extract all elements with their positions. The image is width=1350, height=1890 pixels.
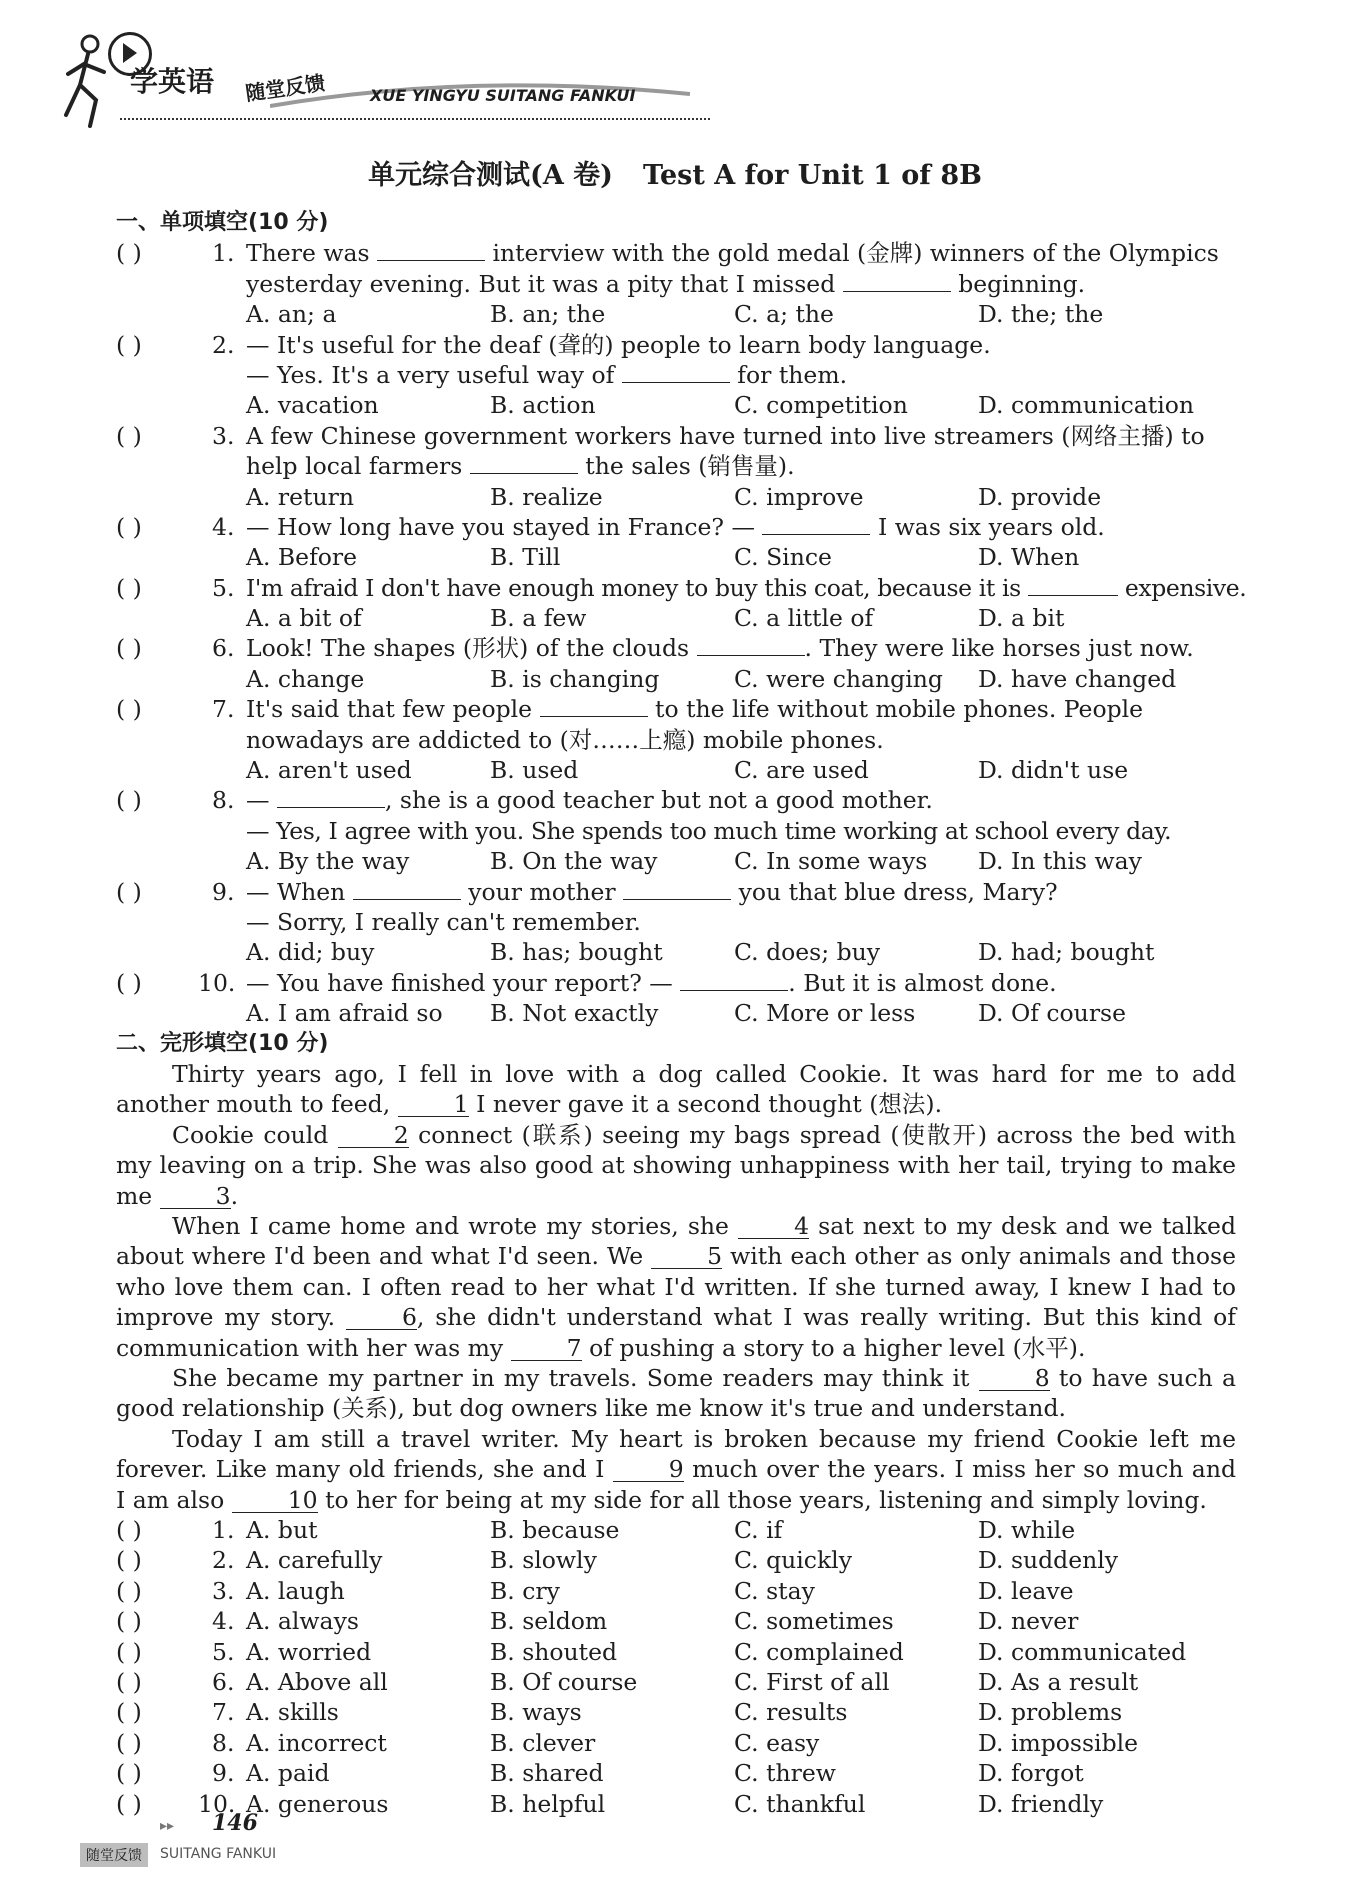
answer-paren[interactable]: ( )	[116, 695, 142, 724]
option-b[interactable]: B. is changing	[490, 664, 660, 693]
option-c[interactable]: C. Since	[734, 543, 832, 572]
blank-line	[762, 516, 870, 535]
answer-paren[interactable]: ( )	[116, 1637, 142, 1666]
option-b[interactable]: B. slowly	[490, 1546, 597, 1575]
option-a[interactable]: A. I am afraid so	[246, 999, 443, 1028]
option-b[interactable]: B. an; the	[490, 300, 606, 329]
option-a[interactable]: A. By the way	[246, 847, 410, 876]
option-c[interactable]: C. a little of	[734, 604, 874, 633]
option-c[interactable]: C. were changing	[734, 664, 943, 693]
option-d[interactable]: D. As a result	[978, 1667, 1139, 1696]
option-b[interactable]: B. cry	[490, 1576, 560, 1605]
cloze-choice-row	[116, 1667, 1236, 1697]
cloze-paragraph-4	[116, 1363, 1236, 1424]
question-number: 3.	[212, 1576, 235, 1605]
question-stem: , she is a good teacher but not a good mother.	[384, 786, 933, 815]
cloze-blank-8: 8	[979, 1366, 1050, 1391]
option-a[interactable]: A. carefully	[246, 1546, 383, 1575]
question-number: 4.	[212, 512, 235, 541]
question-number: 8.	[212, 1728, 235, 1757]
question-stem: help local farmers	[246, 452, 470, 481]
answer-paren[interactable]: ( )	[116, 634, 142, 663]
option-b[interactable]: B. seldom	[490, 1607, 608, 1636]
question-stem: — You have finished your report? —	[246, 968, 681, 997]
option-d[interactable]: D. impossible	[978, 1728, 1139, 1757]
options-row	[116, 937, 1236, 967]
answer-paren[interactable]: ( )	[116, 1667, 142, 1696]
question-stem: — Yes, I agree with you. She spends too much time working at school every day.	[246, 816, 1172, 845]
question-stem: — How long have you stayed in France? —	[246, 512, 763, 541]
option-c[interactable]: C. First of all	[734, 1667, 890, 1696]
cloze-paragraph-2	[116, 1120, 1236, 1211]
answer-paren[interactable]: ( )	[116, 1789, 142, 1818]
option-b[interactable]: B. has; bought	[490, 938, 663, 967]
question-4	[116, 512, 1236, 542]
options-row	[116, 603, 1236, 633]
option-b[interactable]: B. Till	[490, 543, 561, 572]
option-a[interactable]: A. always	[246, 1607, 359, 1636]
options-row	[116, 482, 1236, 512]
option-c[interactable]: C. threw	[734, 1759, 836, 1788]
question-2	[116, 330, 1236, 360]
cloze-choices	[116, 1515, 1236, 1819]
title-cn: 单元综合测试(A 卷)	[368, 160, 613, 191]
passage-text: with each other as only animals and those who love them can. I often read to her what I'd written. If she turned away, I knew I had to improve my story.	[116, 1242, 1236, 1332]
option-a[interactable]: A. return	[246, 482, 354, 511]
blank-line	[697, 637, 805, 656]
option-a[interactable]: A. but	[246, 1516, 318, 1545]
option-c[interactable]: C. quickly	[734, 1546, 852, 1575]
section2-heading: 二、完形填空(10 分)	[116, 1030, 329, 1056]
option-a[interactable]: A. change	[246, 664, 365, 693]
answer-paren[interactable]: ( )	[116, 1576, 142, 1605]
question-stem: A few Chinese government workers have turned into live streamers (网络主播) to	[246, 421, 1205, 450]
question-8	[116, 785, 1236, 815]
option-a[interactable]: A. Before	[246, 543, 358, 572]
question-number: 1.	[212, 239, 235, 268]
option-d[interactable]: D. a bit	[978, 604, 1065, 633]
cloze-paragraph-3	[116, 1211, 1236, 1363]
options-row	[116, 390, 1236, 420]
cloze-choice-row	[116, 1576, 1236, 1606]
question-number: 10.	[198, 1789, 236, 1818]
question-1	[116, 238, 1236, 268]
question-stem: It's said that few people	[246, 695, 540, 724]
page-header	[60, 20, 660, 125]
option-b[interactable]: B. On the way	[490, 847, 658, 876]
option-c[interactable]: C. a; the	[734, 300, 834, 329]
cloze-choice-row	[116, 1697, 1236, 1727]
question-number: 2.	[212, 1546, 235, 1575]
option-d[interactable]: D. while	[978, 1516, 1076, 1545]
question-number: 9.	[212, 877, 235, 906]
question-number: 8.	[212, 786, 235, 815]
option-a[interactable]: A. vacation	[246, 391, 379, 420]
answer-paren[interactable]: ( )	[116, 573, 142, 602]
answer-paren[interactable]: ( )	[116, 1698, 142, 1727]
option-d[interactable]: D. communication	[978, 391, 1195, 420]
option-c[interactable]: C. More or less	[734, 999, 916, 1028]
section1-heading: 一、单项填空(10 分)	[116, 210, 329, 235]
option-c[interactable]: C. easy	[734, 1728, 820, 1757]
cloze-blank-10: 10	[232, 1488, 318, 1513]
cloze-choice-row	[116, 1758, 1236, 1788]
option-a[interactable]: A. laugh	[246, 1576, 345, 1605]
question-stem: nowadays are addicted to (对……上瘾) mobile phones.	[246, 725, 884, 754]
footer-pinyin: SUITANG FANKUI	[160, 1846, 277, 1862]
answer-paren[interactable]: ( )	[116, 968, 142, 997]
question-number: 10.	[198, 968, 236, 997]
question-number: 5.	[212, 1637, 235, 1666]
cloze-choice-row	[116, 1789, 1236, 1819]
answer-paren[interactable]: ( )	[116, 1759, 142, 1788]
option-a[interactable]: A. incorrect	[246, 1728, 387, 1757]
cloze-choice-row	[116, 1545, 1236, 1575]
options-row	[116, 998, 1236, 1028]
option-c[interactable]: C. thankful	[734, 1789, 866, 1818]
blank-line	[622, 364, 730, 383]
option-b[interactable]: B. because	[490, 1516, 620, 1545]
question-number: 6.	[212, 634, 235, 663]
answer-paren[interactable]: ( )	[116, 1607, 142, 1636]
option-d[interactable]: D. the; the	[978, 300, 1104, 329]
cloze-blank-9: 9	[613, 1457, 684, 1482]
option-a[interactable]: A. a bit of	[246, 604, 362, 633]
option-d[interactable]: D. didn't use	[978, 756, 1129, 785]
option-c[interactable]: C. results	[734, 1698, 848, 1727]
option-d[interactable]: D. never	[978, 1607, 1079, 1636]
passage-text: She became my partner in my travels. Some readers may think it	[172, 1364, 979, 1392]
question-3	[116, 421, 1236, 451]
passage-text: to her for being at my side for all those years, listening and simply loving.	[317, 1485, 1207, 1514]
option-b[interactable]: B. Of course	[490, 1667, 638, 1696]
question-stem: you that blue dress, Mary?	[731, 877, 1058, 906]
option-c[interactable]: C. stay	[734, 1576, 815, 1605]
options-row	[116, 542, 1236, 572]
blank-line	[1028, 577, 1118, 596]
passage-text: .	[230, 1181, 239, 1210]
option-d[interactable]: D. have changed	[978, 664, 1177, 693]
question-stem: Look! The shapes (形状) of the clouds	[246, 634, 697, 663]
passage-text: connect (联系) seeing my bags spread (使散开) across the bed with my leaving on a trip. She was also good at showing unhappiness with her tail, trying to make me	[116, 1120, 1236, 1210]
cloze-blank-4: 4	[738, 1214, 809, 1239]
question-stem: the sales (销售量).	[577, 452, 795, 481]
passage-text: Thirty years ago, I fell in love with a dog called Cookie. It was hard for me to add another mouth to feed,	[116, 1059, 1236, 1119]
passage-text: When I came home and wrote my stories, she	[172, 1211, 739, 1240]
question-number: 9.	[212, 1759, 235, 1788]
cloze-blank-3: 3	[160, 1184, 231, 1209]
option-d[interactable]: D. provide	[978, 482, 1102, 511]
option-b[interactable]: B. shared	[490, 1759, 604, 1788]
answer-paren[interactable]: ( )	[116, 1546, 142, 1575]
options-row	[116, 755, 1236, 785]
question-7	[116, 694, 1236, 724]
question-stem: — It's useful for the deaf (聋的) people to learn body language.	[246, 330, 991, 359]
page-number: 146	[212, 1810, 258, 1836]
passage-text: sat next to my desk and we talked about where I'd been and what I'd seen. We	[116, 1211, 1236, 1271]
option-c[interactable]: C. if	[734, 1516, 783, 1545]
question-stem: — When	[246, 877, 353, 906]
answer-paren[interactable]: ( )	[116, 786, 142, 815]
option-a[interactable]: A. generous	[246, 1789, 389, 1818]
cloze-blank-2: 2	[338, 1123, 409, 1148]
blank-line	[843, 273, 951, 292]
blank-line	[623, 881, 731, 900]
passage-text: much over the years. I miss her so much and I am also	[116, 1455, 1237, 1514]
option-b[interactable]: B. a few	[490, 604, 587, 633]
question-stem: your mother	[460, 877, 624, 906]
question-stem: — Yes. It's a very useful way of	[246, 360, 622, 389]
cloze-choice-row	[116, 1728, 1236, 1758]
answer-paren[interactable]: ( )	[116, 512, 142, 541]
option-d[interactable]: D. problems	[978, 1698, 1123, 1727]
cloze-blank-7: 7	[511, 1336, 582, 1361]
logo-pinyin: XUE YINGYU SUITANG FANKUI	[370, 86, 636, 105]
blank-line	[470, 455, 578, 474]
option-c[interactable]: C. complained	[734, 1637, 904, 1666]
option-c[interactable]: C. In some ways	[734, 847, 928, 876]
answer-paren[interactable]: ( )	[116, 421, 142, 450]
option-a[interactable]: A. an; a	[246, 300, 337, 329]
logo-subtitle: 随堂反馈	[243, 70, 327, 106]
question-number: 2.	[212, 330, 235, 359]
passage-text: to have such a good relationship (关系), but dog owners like me know it's true and understand.	[116, 1364, 1236, 1423]
cloze-blank-1: 1	[398, 1092, 469, 1117]
option-d[interactable]: D. In this way	[978, 847, 1142, 876]
option-d[interactable]: D. had; bought	[978, 938, 1155, 967]
options-row	[116, 299, 1236, 329]
question-stem: There was	[246, 239, 377, 268]
cloze-choice-row	[116, 1515, 1236, 1545]
question-5	[116, 573, 1247, 603]
option-a[interactable]: A. worried	[246, 1637, 372, 1666]
question-stem: . They were like horses just now.	[804, 634, 1194, 663]
logo-title: 学英语	[130, 65, 215, 98]
blank-line	[680, 972, 788, 991]
header-divider	[120, 118, 710, 120]
question-stem: yesterday evening. But it was a pity that I missed	[246, 269, 843, 298]
option-b[interactable]: B. used	[490, 756, 579, 785]
option-a[interactable]: A. did; buy	[246, 938, 375, 967]
option-a[interactable]: A. Above all	[246, 1667, 388, 1696]
question-stem: beginning.	[950, 269, 1086, 298]
passage-text: of pushing a story to a higher level (水平).	[581, 1333, 1086, 1362]
question-number: 6.	[212, 1667, 235, 1696]
answer-paren[interactable]: ( )	[116, 1728, 142, 1757]
question-stem: interview with the gold medal (金牌) winners of the Olympics	[484, 239, 1219, 268]
option-a[interactable]: A. skills	[246, 1698, 339, 1727]
option-d[interactable]: D. When	[978, 543, 1080, 572]
options-row	[116, 664, 1236, 694]
passage-text: , she didn't understand what I was really writing. But this kind of communication with her was my	[116, 1303, 1237, 1362]
answer-paren[interactable]: ( )	[116, 239, 142, 268]
question-stem: —	[246, 786, 277, 815]
passage-text: I never gave it a second thought (想法).	[468, 1090, 943, 1119]
page-title	[0, 153, 1350, 192]
option-c[interactable]: C. does; buy	[734, 938, 881, 967]
test-content	[116, 208, 1247, 1819]
options-row	[116, 846, 1236, 876]
cloze-choice-row	[116, 1637, 1236, 1667]
option-a[interactable]: A. paid	[246, 1759, 330, 1788]
blank-line	[353, 881, 461, 900]
question-stem: expensive.	[1117, 573, 1247, 602]
question-stem: to the life without mobile phones. People	[647, 695, 1144, 724]
cloze-blank-5: 5	[651, 1244, 722, 1269]
cloze-paragraph-5	[116, 1424, 1236, 1515]
blank-line	[377, 242, 485, 261]
option-b[interactable]: B. clever	[490, 1728, 596, 1757]
answer-paren[interactable]: ( )	[116, 877, 142, 906]
answer-paren[interactable]: ( )	[116, 1516, 142, 1545]
blank-line	[277, 789, 385, 808]
question-stem: I'm afraid I don't have enough money to buy this coat, because it is	[246, 573, 1028, 602]
question-stem: for them.	[729, 360, 848, 389]
question-stem: — Sorry, I really can't remember.	[246, 907, 641, 936]
question-number: 4.	[212, 1607, 235, 1636]
question-number: 7.	[212, 695, 235, 724]
option-c[interactable]: C. sometimes	[734, 1607, 894, 1636]
option-b[interactable]: B. helpful	[490, 1789, 606, 1818]
question-9	[116, 877, 1236, 907]
cloze-choice-row	[116, 1606, 1236, 1636]
option-d[interactable]: D. forgot	[978, 1759, 1084, 1788]
option-c[interactable]: C. improve	[734, 482, 864, 511]
question-number: 3.	[212, 421, 235, 450]
option-d[interactable]: D. leave	[978, 1576, 1074, 1605]
title-en: Test A for Unit 1 of 8B	[642, 160, 982, 191]
cloze-paragraph-1	[116, 1059, 1236, 1120]
question-number: 7.	[212, 1698, 235, 1727]
passage-text: Today I am still a travel writer. My heart is broken because my friend Cookie left me forever. Like many old friends, she and I	[116, 1424, 1236, 1484]
option-b[interactable]: B. ways	[490, 1698, 582, 1727]
question-6	[116, 633, 1236, 663]
question-stem: I was six years old.	[870, 512, 1105, 541]
option-d[interactable]: D. friendly	[978, 1789, 1104, 1818]
question-number: 5.	[212, 573, 235, 602]
passage-text: Cookie could	[172, 1120, 338, 1149]
blank-line	[540, 698, 648, 717]
option-b[interactable]: B. action	[490, 391, 596, 420]
option-a[interactable]: A. aren't used	[246, 756, 412, 785]
option-d[interactable]: D. suddenly	[978, 1546, 1119, 1575]
footer-arrows-icon: ▸▸	[160, 1818, 175, 1834]
option-b[interactable]: B. shouted	[490, 1637, 618, 1666]
footer-badge: 随堂反馈	[80, 1843, 148, 1867]
question-number: 1.	[212, 1516, 235, 1545]
option-b[interactable]: B. realize	[490, 482, 603, 511]
option-c[interactable]: C. competition	[734, 391, 908, 420]
cloze-blank-6: 6	[346, 1305, 417, 1330]
answer-paren[interactable]: ( )	[116, 330, 142, 359]
option-c[interactable]: C. are used	[734, 756, 869, 785]
option-d[interactable]: D. communicated	[978, 1637, 1187, 1666]
option-d[interactable]: D. Of course	[978, 999, 1127, 1028]
question-10	[116, 968, 1236, 998]
question-stem: . But it is almost done.	[788, 968, 1057, 997]
option-b[interactable]: B. Not exactly	[490, 999, 659, 1028]
